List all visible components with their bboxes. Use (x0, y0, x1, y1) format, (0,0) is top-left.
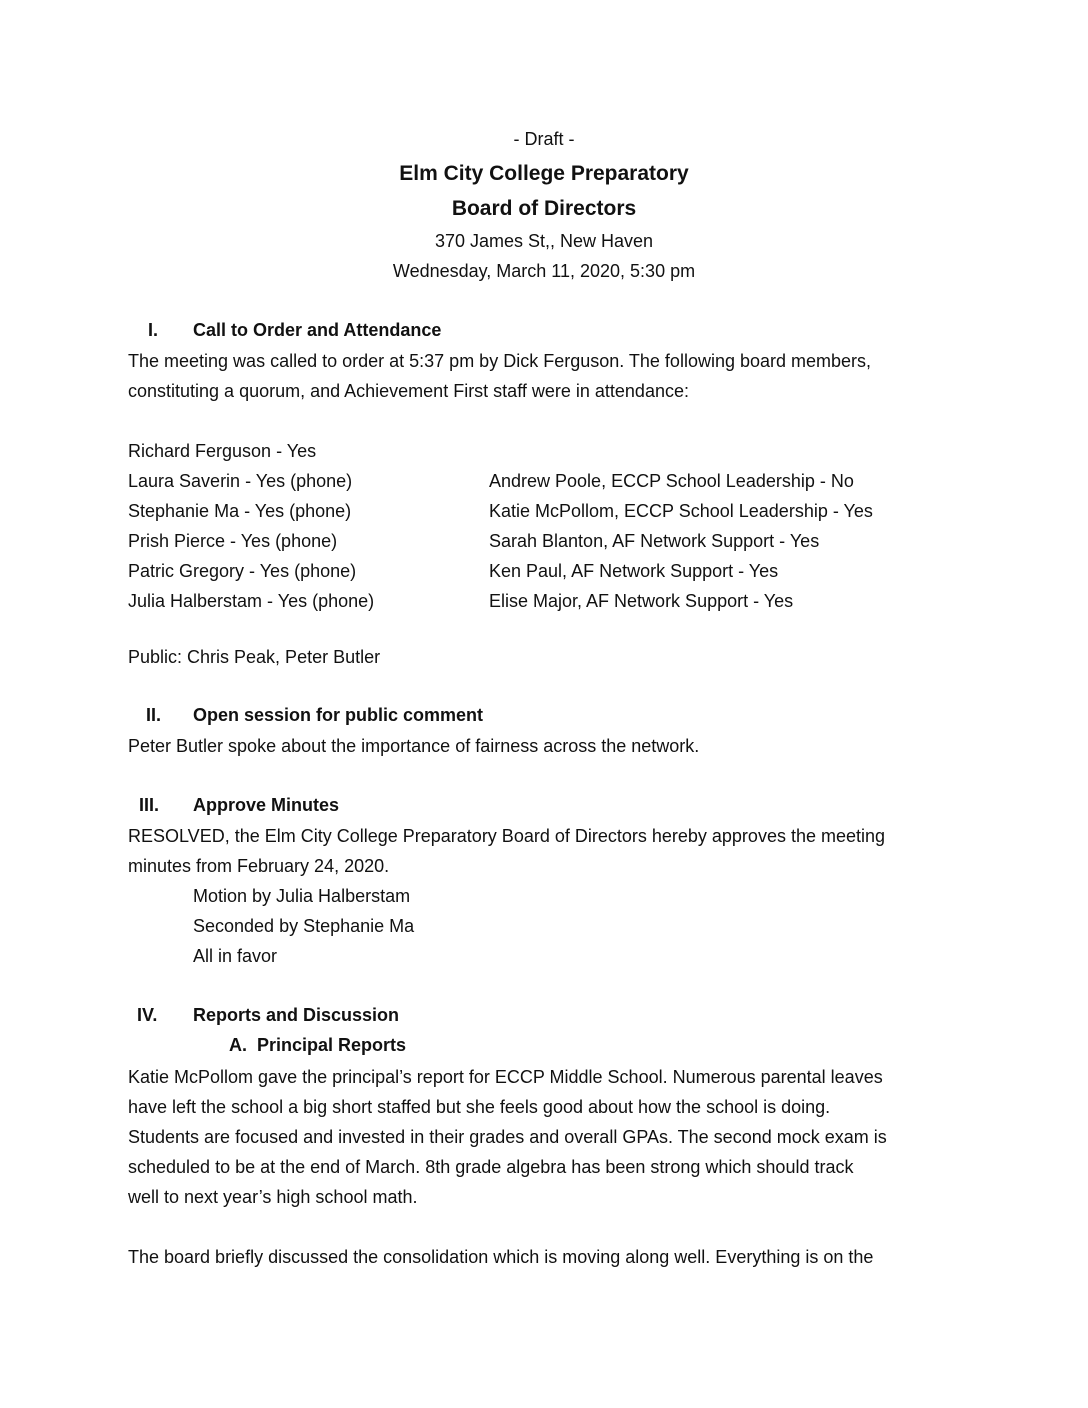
section-4-paragraph-line: Students are focused and invested in their grades and overall GPAs. The second mock exam is (128, 1127, 887, 1147)
section-4-paragraph-line: have left the school a big short staffed but she feels good about how the school is doing. (128, 1097, 831, 1117)
draft-label: - Draft - (513, 129, 575, 149)
board-member-attendance: Patric Gregory - Yes (phone) (128, 561, 357, 581)
meeting-datetime: Wednesday, March 11, 2020, 5:30 pm (392, 261, 696, 281)
staff-attendance: Katie McPollom, ECCP School Leadership - Yes (489, 501, 873, 521)
section-4-paragraph-line: scheduled to be at the end of March. 8th grade algebra has been strong which should track (128, 1157, 854, 1177)
section-4-paragraph-line: well to next year’s high school math. (128, 1187, 418, 1207)
motion-line: Seconded by Stephanie Ma (193, 916, 415, 936)
section-1-heading: Call to Order and Attendance (193, 320, 442, 340)
section-4-heading: Reports and Discussion (193, 1005, 400, 1025)
section-4-paragraph-line: Katie McPollom gave the principal’s report for ECCP Middle School. Numerous parental leaves (128, 1067, 883, 1087)
motion-line: Motion by Julia Halberstam (193, 886, 411, 906)
board-member-attendance: Laura Saverin - Yes (phone) (128, 471, 353, 491)
section-3-paragraph-line: RESOLVED, the Elm City College Preparatory Board of Directors hereby approves the meeting (128, 826, 886, 846)
section-3-number: III. (139, 795, 160, 815)
staff-attendance: Elise Major, AF Network Support - Yes (489, 591, 794, 611)
staff-attendance: Ken Paul, AF Network Support - Yes (489, 561, 779, 581)
board-member-attendance: Julia Halberstam - Yes (phone) (128, 591, 375, 611)
section-3-paragraph-line: minutes from February 24, 2020. (128, 856, 390, 876)
section-1-paragraph-line: constituting a quorum, and Achievement First staff were in attendance: (128, 381, 689, 401)
board-member-attendance: Richard Ferguson - Yes (128, 441, 317, 461)
motion-line: All in favor (193, 946, 278, 966)
section-1-paragraph-line: The meeting was called to order at 5:37 pm by Dick Ferguson. The following board members, (128, 351, 872, 371)
organization-title: Elm City College Preparatory (399, 162, 689, 185)
section-4-number: IV. (137, 1005, 158, 1025)
board-member-attendance: Stephanie Ma - Yes (phone) (128, 501, 352, 521)
staff-attendance: Andrew Poole, ECCP School Leadership - No (489, 471, 854, 491)
public-attendance: Public: Chris Peak, Peter Butler (128, 647, 381, 667)
section-2-paragraph: Peter Butler spoke about the importance of fairness across the network. (128, 736, 700, 756)
section-3-heading: Approve Minutes (193, 795, 340, 815)
staff-attendance: Sarah Blanton, AF Network Support - Yes (489, 531, 820, 551)
section-1-number: I. (148, 320, 159, 340)
subsection-a-number: A. (229, 1035, 247, 1055)
meeting-address: 370 James St,, New Haven (434, 231, 654, 251)
board-title: Board of Directors (451, 197, 637, 220)
section-2-heading: Open session for public comment (193, 705, 484, 725)
subsection-a-heading: Principal Reports (257, 1035, 407, 1055)
section-4-paragraph-2-line: The board briefly discussed the consolidation which is moving along well. Everything is on the (128, 1247, 874, 1267)
board-member-attendance: Prish Pierce - Yes (phone) (128, 531, 338, 551)
section-2-number: II. (146, 705, 162, 725)
